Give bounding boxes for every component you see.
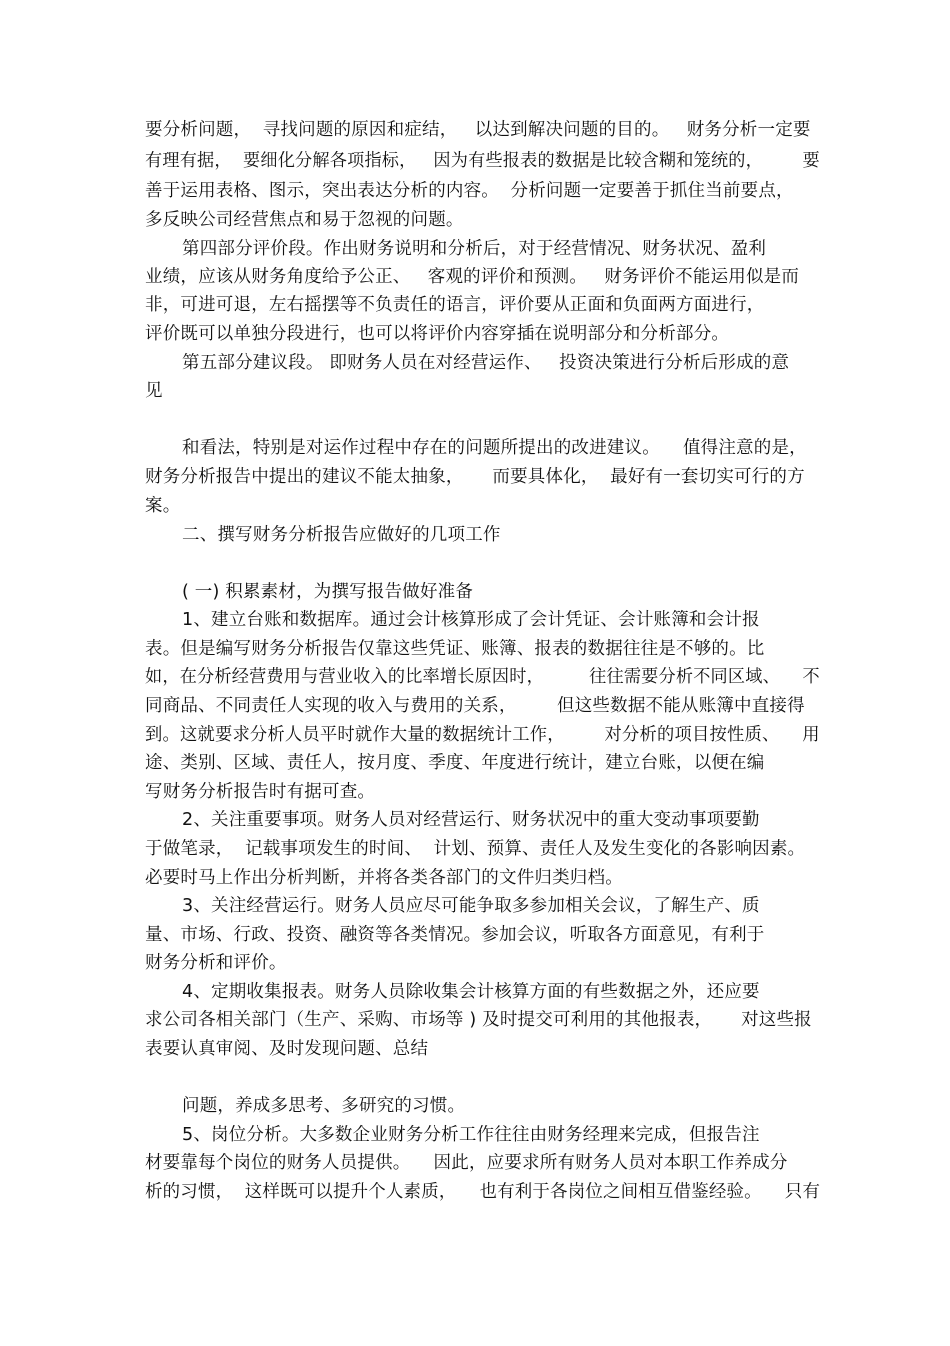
text-line: 如，在分析经营费用与营业收入的比率增长原因时， 往往需要分析不同区域、 不 [145, 667, 820, 687]
text-line: 于做笔录， 记载事项发生的时间、 计划、预算、责任人及发生变化的各影响因素。 [145, 839, 806, 859]
text-line: 表。但是编写财务分析报告仅靠这些凭证、账簿、报表的数据往往是不够的。比 [145, 639, 765, 659]
text-line: 问题，养成多思考、多研究的习惯。 [182, 1096, 466, 1116]
text-line: 非，可进可退，左右摇摆等不负责任的语言，评价要从正面和负面两方面进行， [145, 295, 765, 315]
text-line: 析的习惯， 这样既可以提升个人素质， 也有利于各岗位之间相互借鉴经验。 只有 [145, 1182, 821, 1202]
text-line: 4、定期收集报表。财务人员除收集会计核算方面的有些数据之外，还应要 [182, 982, 760, 1002]
text-line: 2、关注重要事项。财务人员对经营运行、财务状况中的重大变动事项要勤 [182, 810, 760, 830]
text-line: 见 [145, 381, 163, 401]
text-line: 1、建立台账和数据库。通过会计核算形成了会计凭证、会计账簿和会计报 [182, 610, 760, 630]
text-line: 第四部分评价段。作出财务说明和分析后，对于经营情况、财务状况、盈利 [182, 239, 767, 259]
text-line: 求公司各相关部门（生产、采购、市场等 ) 及时提交可利用的其他报表， 对这些报 [145, 1010, 812, 1030]
text-line: 有理有据， 要细化分解各项指标， 因为有些报表的数据是比较含糊和笼统的， 要 [145, 151, 820, 171]
text-line: 材要靠每个岗位的财务人员提供。 因此，应要求所有财务人员对本职工作养成分 [145, 1153, 788, 1173]
text-line: 要分析问题， 寻找问题的原因和症结， 以达到解决问题的目的。 财务分析一定要 [145, 120, 811, 140]
text-line: 案。 [145, 496, 181, 516]
text-line: 财务分析和评价。 [145, 953, 287, 973]
text-line: 5、岗位分析。大多数企业财务分析工作往往由财务经理来完成，但报告注 [182, 1125, 760, 1145]
text-line: 3、关注经营运行。财务人员应尽可能争取多参加相关会议，了解生产、质 [182, 896, 760, 916]
text-line: 表要认真审阅、及时发现问题、总结 [145, 1039, 429, 1059]
text-line: 善于运用表格、图示，突出表达分析的内容。 分析问题一定要善于抓住当前要点， [145, 181, 794, 201]
text-line: 第五部分建议段。 即财务人员在对经营运作、 投资决策进行分析后形成的意 [182, 353, 790, 373]
text-line: 同商品、不同责任人实现的收入与费用的关系， 但这些数据不能从账簿中直接得 [145, 696, 805, 716]
text-line: 和看法，特别是对运作过程中存在的问题所提出的改进建议。 值得注意的是， [182, 438, 807, 458]
text-line: 写财务分析报告时有据可查。 [145, 782, 376, 802]
text-line: 财务分析报告中提出的建议不能太抽象， 而要具体化， 最好有一套切实可行的方 [145, 467, 805, 487]
text-line: 到。这就要求分析人员平时就作大量的数据统计工作， 对分析的项目按性质、 用 [145, 725, 820, 745]
subsection-heading: ( 一) 积累素材，为撰写报告做好准备 [182, 582, 474, 602]
section-heading: 二、撰写财务分析报告应做好的几项工作 [182, 525, 501, 545]
text-line: 多反映公司经营焦点和易于忽视的问题。 [145, 210, 464, 230]
text-line: 途、类别、区域、责任人，按月度、季度、年度进行统计，建立台账，以便在编 [145, 753, 765, 773]
text-line: 量、市场、行政、投资、融资等各类情况。参加会议，听取各方面意见，有利于 [145, 925, 765, 945]
text-line: 必要时马上作出分析判断，并将各类各部门的文件归类归档。 [145, 868, 623, 888]
text-line: 业绩，应该从财务角度给予公正、 客观的评价和预测。 财务评价不能运用似是而 [145, 267, 800, 287]
text-line: 评价既可以单独分段进行，也可以将评价内容穿插在说明部分和分析部分。 [145, 324, 730, 344]
